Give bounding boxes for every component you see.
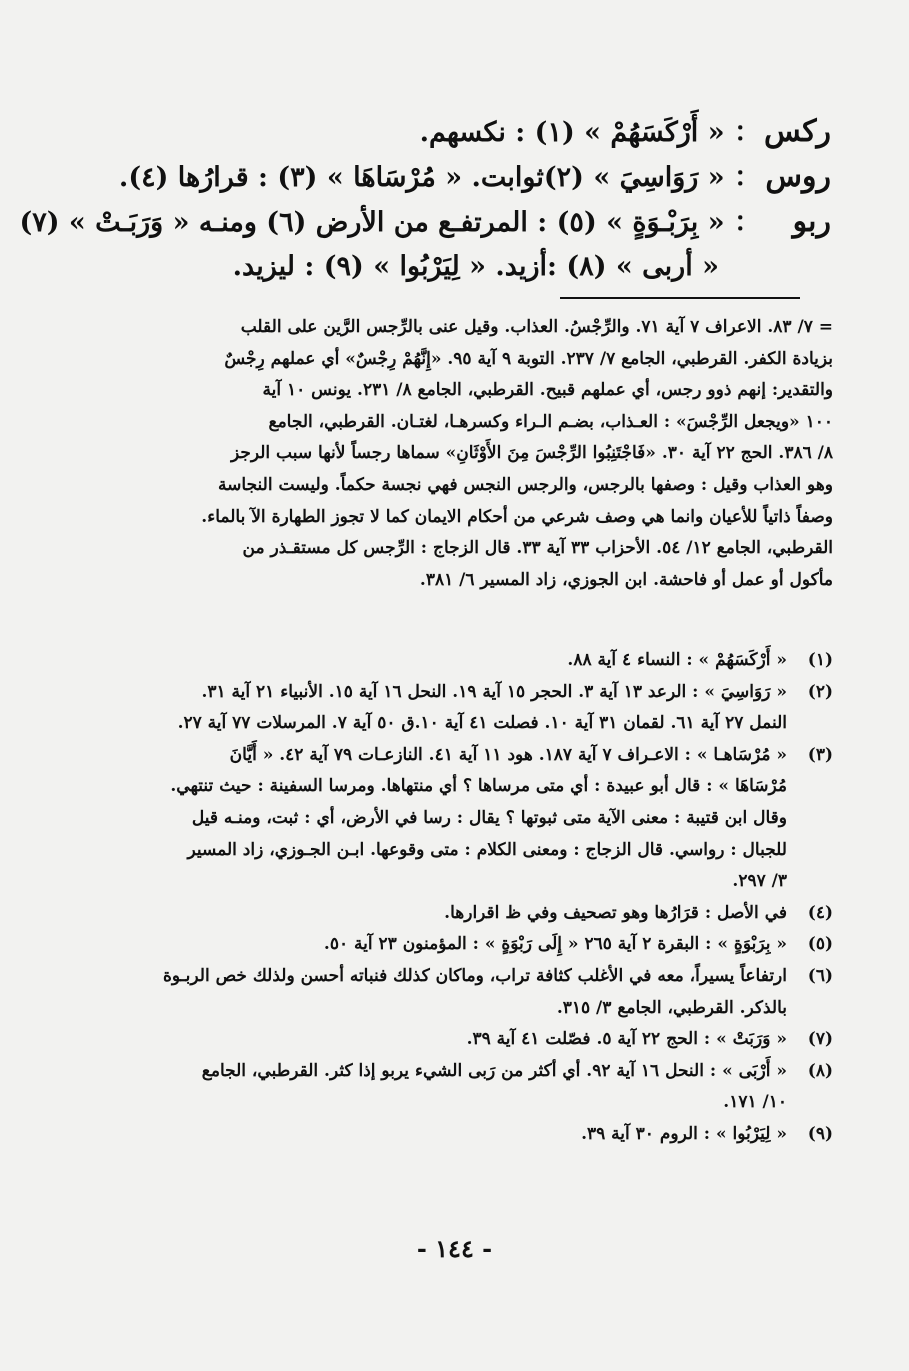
footnote-line: والتقدير: إنهم ذوو رجس، أي عملهم قبيح. القرطبي، الجامع ٨/ ٢٣١. يونس ١٠ آية xyxy=(262,380,833,401)
footnote-2 xyxy=(133,677,833,740)
footnote-3 xyxy=(133,740,833,898)
footnote-line: بالذكر. القرطبي، الجامع ٣/ ٣١٥. xyxy=(556,997,787,1018)
footnote-line: وهو العذاب وقيل : وصفها بالرجس، والرجس النجس فهي نجسة حكماً. وليست النجاسة xyxy=(218,474,833,495)
footnote-line: « مُرْسَاهـا » : الاعـراف ٧ آية ١٨٧. هود ١١ آية ٤١. النازعـات ٧٩ آية ٤٢. « أَيَّانَ xyxy=(229,744,787,765)
footnote-line: « أَرْبَى » : النحل ١٦ آية ٩٢. أي أكثر من رَبى الشيء يربو إذا كثر. القرطبي، الجامع xyxy=(201,1060,787,1081)
footnote-line: بزيادة الكفر. القرطبي، الجامع ٧/ ٢٣٧. التوبة ٩ آية ٩٥. «إِنَّهُمْ رِجْسٌ» أي عملهم رِجْسٌ xyxy=(224,348,833,369)
continued-footnote xyxy=(133,312,833,596)
entry-root: روس xyxy=(765,159,831,194)
footnote-number: (٩) xyxy=(807,1123,833,1144)
entry-text: ： « رَوَاسِيَ » (٢)ثوابت. « مُرْسَاهَا » (٣) : قرارُها (٤). xyxy=(118,162,761,193)
page-number: - ١٤٤ - xyxy=(416,1234,493,1263)
footnote-line: القرطبي، الجامع ١٢/ ٥٤. الأحزاب ٣٣ آية ٣٣. قال الزجاج : الرِّجس كل مستقـذر من xyxy=(242,538,833,559)
footnote-line: وصفاً ذاتياً للأعيان وانما هي وصف شرعي من أحكام الايمان كما لا تجوز الطهارة الآ بالماء. xyxy=(201,506,833,527)
footnote-number: (٣) xyxy=(807,744,833,765)
footnote-line: ١٠٠ «ويجعل الرِّجْسَ» : العـذاب، بضـم الـراء وكسرهـا، لغتـان. القرطبي، الجامع xyxy=(268,411,833,432)
entry-text: ： « أَرْكَسَهُمْ » (١) : نكسهم. xyxy=(419,117,761,148)
footnote-9 xyxy=(133,1119,833,1151)
footnote-line: مأكول أو عمل أو فاحشة. ابن الجوزي، زاد المسير ٦/ ٣٨١. xyxy=(419,569,833,590)
footnote-line: « وَرَبَتْ » : الحج ٢٢ آية ٥. فصّلت ٤١ آية ٣٩. xyxy=(466,1029,787,1050)
footnote-5 xyxy=(133,929,833,961)
entry-rks xyxy=(111,110,831,155)
entry-rbw xyxy=(19,200,831,289)
footnote-line: النمل ٢٧ آية ٦١. لقمان ٣١ آية ١٠. فصلت ٤١ آية ١٠.ق ٥٠ آية ٧. المرسلات ٧٧ آية ٢٧. xyxy=(177,713,787,734)
footnote-line: ١٠/ ١٧١. xyxy=(723,1092,787,1113)
footnote-number: (٥) xyxy=(807,934,833,955)
footnote-number: (٧) xyxy=(807,1029,833,1050)
footnote-number: (٢) xyxy=(807,681,833,702)
footnote-line: وقال ابن قتيبة : معنى الآية متى ثبوتها ؟ يقال : رسا في الأرض، أي : ثبت، ومنـه قيل xyxy=(191,807,787,828)
footnote-line: للجبال : رواسي. قال الزجاج : ومعنى الكلام : متى وقوعها. ابـن الجـوزي، زاد المسير xyxy=(187,839,787,860)
footnote-1 xyxy=(133,645,833,677)
footnote-line: ٨/ ٣٨٦. الحج ٢٢ آية ٣٠. «فَاجْتَنِبُوا الرِّجْسَ مِنَ الأَوْثَانِ» سماها رجساً لأنها سبب الرجز xyxy=(230,443,833,464)
footnote-line: ٣/ ٢٩٧. xyxy=(732,871,787,892)
footnote-line: ارتفاعاً يسيراً، معه في الأغلب كثافة تراب، وماكان كذلك فنباته أحسن ولذلك خص الربـوة xyxy=(162,965,787,986)
footnote-4 xyxy=(133,898,833,930)
footnote-line: « بِرَبْوَةٍ » : البقرة ٢ آية ٢٦٥ « إِلَى رَبْوَةٍ » : المؤمنون ٢٣ آية ٥٠. xyxy=(323,934,787,955)
entry-rws xyxy=(111,155,831,200)
footnotes xyxy=(133,645,833,1151)
footnote-line: « أَرْكَسَهُمْ » : النساء ٤ آية ٨٨. xyxy=(567,650,787,670)
footnote-8 xyxy=(133,1056,833,1119)
entry-root: ربو xyxy=(792,204,831,239)
footnote-separator xyxy=(560,297,800,299)
footnote-line: « لِيَرْبُوا » : الروم ٣٠ آية ٣٩. xyxy=(581,1123,787,1144)
footnote-6 xyxy=(133,961,833,1024)
footnote-number: (٦) xyxy=(807,965,833,986)
footnote-line: = ٧/ ٨٣. الاعراف ٧ آية ٧١. والرِّجْسُ. العذاب. وقيل عنى بالرِّجس الرَّين على القلب xyxy=(240,317,833,337)
footnote-line: مُرْسَاهَا » : قال أبو عبيدة : أي متى مرساها ؟ أي منتهاها. ومرسا السفينة : حيث تنتهي. xyxy=(170,776,787,797)
footnote-number: (٨) xyxy=(807,1060,833,1081)
footnote-line: « رَوَاسِيَ » : الرعد ١٣ آية ٣. الحجر ١٥ آية ١٩. النحل ١٦ آية ١٥. الأنبياء ٢١ آية ٣١. xyxy=(201,681,787,702)
entry-text: ： « بِرَبْـوَةٍ » (٥) : المرتفـع من الأرض (٦) ومنـه « وَرَبَـتْ » (٧) xyxy=(19,207,761,238)
entry-root: ركس xyxy=(763,114,831,149)
footnote-number: (١) xyxy=(807,650,833,670)
footnote-number: (٤) xyxy=(807,902,833,923)
entry-text-continued: « أربى » (٨) :أزيد. « لِيَرْبُوا » (٩) : ليزيد. xyxy=(232,251,719,282)
main-entries xyxy=(19,110,831,289)
footnote-line: في الأصل : قرَارُها وهو تصحيف وفي ظ اقرارها. xyxy=(444,902,787,923)
footnote-7 xyxy=(133,1024,833,1056)
